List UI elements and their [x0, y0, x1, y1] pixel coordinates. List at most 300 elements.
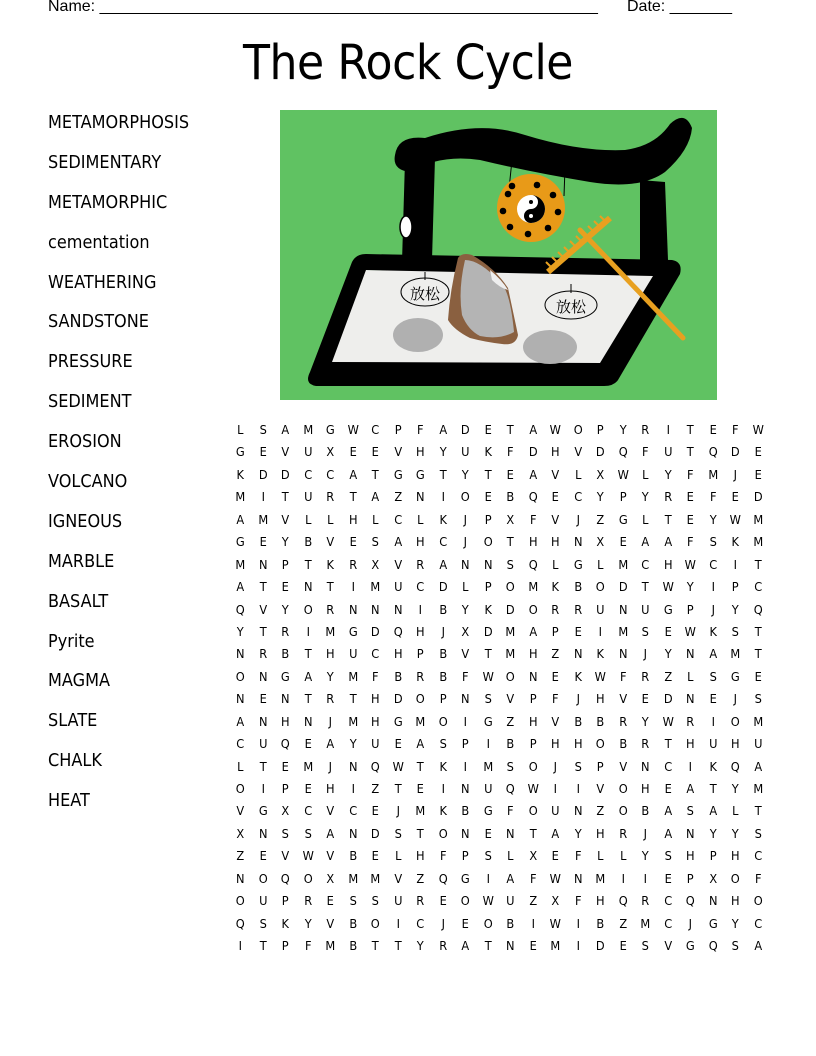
grid-cell[interactable]: E — [371, 445, 379, 460]
grid-cell[interactable]: U — [258, 894, 267, 909]
grid-cell[interactable]: G — [393, 714, 403, 729]
grid-cell[interactable]: C — [754, 849, 763, 864]
grid-cell[interactable]: M — [325, 939, 336, 954]
grid-cell[interactable]: R — [641, 423, 650, 437]
grid-cell[interactable]: K — [439, 512, 447, 527]
grid-cell[interactable]: E — [709, 423, 717, 437]
grid-cell[interactable]: E — [664, 871, 672, 886]
grid-cell[interactable]: K — [709, 624, 717, 639]
grid-cell[interactable]: X — [551, 894, 560, 909]
grid-cell[interactable]: O — [753, 894, 763, 909]
grid-cell[interactable]: W — [594, 669, 607, 684]
grid-cell[interactable]: T — [506, 535, 514, 550]
grid-cell[interactable]: L — [327, 512, 334, 527]
grid-cell[interactable]: K — [326, 557, 335, 572]
grid-cell[interactable]: F — [687, 467, 694, 482]
grid-cell[interactable]: P — [529, 692, 537, 707]
grid-cell[interactable]: B — [348, 849, 357, 864]
grid-cell[interactable]: H — [416, 624, 425, 639]
grid-cell[interactable]: D — [370, 624, 380, 639]
grid-cell[interactable]: I — [463, 759, 468, 774]
grid-cell[interactable]: T — [709, 782, 717, 796]
grid-cell[interactable]: Q — [528, 490, 538, 505]
grid-cell[interactable]: B — [438, 647, 447, 662]
grid-cell[interactable]: P — [597, 423, 604, 437]
grid-cell[interactable]: H — [393, 647, 403, 662]
grid-cell[interactable]: R — [664, 490, 673, 505]
grid-cell[interactable]: A — [326, 826, 335, 841]
grid-cell[interactable]: P — [597, 759, 604, 774]
grid-cell[interactable]: G — [235, 445, 245, 460]
grid-cell[interactable]: S — [731, 939, 740, 954]
grid-cell[interactable]: B — [281, 647, 290, 662]
grid-cell[interactable]: Y — [597, 490, 604, 505]
grid-cell[interactable]: B — [303, 535, 312, 550]
grid-cell[interactable]: R — [686, 714, 695, 729]
grid-cell[interactable]: V — [281, 512, 290, 527]
grid-cell[interactable]: R — [619, 826, 627, 841]
grid-cell[interactable]: E — [461, 916, 470, 931]
grid-cell[interactable]: N — [371, 602, 380, 617]
grid-cell[interactable]: H — [551, 445, 560, 460]
grid-cell[interactable]: V — [393, 557, 402, 572]
grid-cell[interactable]: R — [641, 894, 650, 909]
grid-cell[interactable]: Z — [596, 804, 605, 819]
grid-cell[interactable]: A — [393, 535, 402, 550]
grid-cell[interactable]: J — [441, 916, 445, 931]
grid-cell[interactable]: D — [596, 445, 605, 460]
grid-cell[interactable]: L — [642, 512, 649, 527]
grid-cell[interactable]: U — [753, 737, 763, 752]
grid-cell[interactable]: A — [438, 557, 447, 572]
grid-cell[interactable]: E — [394, 737, 402, 752]
grid-cell[interactable]: I — [553, 782, 558, 796]
grid-cell[interactable]: S — [574, 759, 582, 774]
grid-cell[interactable]: P — [461, 849, 469, 864]
grid-cell[interactable]: O — [596, 580, 605, 595]
grid-cell[interactable]: A — [664, 804, 672, 819]
grid-cell[interactable]: H — [731, 737, 740, 752]
grid-cell[interactable]: M — [370, 871, 381, 886]
grid-cell[interactable]: P — [709, 849, 717, 864]
grid-cell[interactable]: E — [551, 490, 560, 505]
grid-cell[interactable]: V — [326, 916, 335, 931]
grid-cell[interactable]: U — [393, 894, 403, 909]
grid-cell[interactable]: K — [596, 647, 605, 662]
grid-cell[interactable]: G — [460, 871, 470, 886]
grid-cell[interactable]: A — [303, 669, 312, 684]
grid-cell[interactable]: Z — [664, 669, 672, 684]
grid-cell[interactable]: Z — [529, 894, 537, 909]
grid-cell[interactable]: I — [396, 916, 400, 931]
grid-cell[interactable]: A — [551, 826, 560, 841]
grid-cell[interactable]: Y — [281, 535, 289, 550]
grid-cell[interactable]: T — [259, 580, 267, 595]
grid-cell[interactable]: H — [528, 714, 538, 729]
grid-cell[interactable]: B — [596, 714, 605, 729]
grid-cell[interactable]: R — [326, 490, 335, 505]
grid-cell[interactable]: P — [416, 647, 424, 662]
grid-cell[interactable]: N — [258, 557, 268, 572]
grid-cell[interactable]: X — [236, 826, 245, 841]
grid-cell[interactable]: M — [618, 557, 628, 572]
grid-cell[interactable]: O — [618, 804, 628, 819]
grid-cell[interactable]: Y — [687, 580, 695, 595]
grid-cell[interactable]: N — [506, 939, 515, 954]
grid-cell[interactable]: Y — [664, 467, 672, 482]
grid-cell[interactable]: C — [371, 647, 380, 662]
grid-cell[interactable]: A — [236, 580, 245, 595]
grid-cell[interactable]: O — [483, 916, 493, 931]
grid-cell[interactable]: Y — [732, 916, 740, 931]
grid-cell[interactable]: N — [348, 826, 358, 841]
grid-cell[interactable]: K — [439, 804, 447, 819]
grid-cell[interactable]: S — [709, 669, 717, 684]
grid-cell[interactable]: D — [280, 467, 290, 482]
grid-cell[interactable]: R — [303, 894, 312, 909]
grid-cell[interactable]: L — [687, 669, 694, 684]
grid-cell[interactable]: X — [326, 445, 335, 460]
grid-cell[interactable]: I — [711, 714, 715, 729]
grid-cell[interactable]: F — [439, 849, 447, 864]
grid-cell[interactable]: B — [348, 939, 357, 954]
grid-cell[interactable]: N — [573, 535, 583, 550]
grid-cell[interactable]: S — [394, 826, 402, 841]
grid-cell[interactable]: H — [416, 535, 425, 550]
grid-cell[interactable]: A — [754, 759, 763, 774]
grid-cell[interactable]: P — [394, 423, 402, 437]
grid-cell[interactable]: J — [328, 714, 333, 729]
grid-cell[interactable]: E — [709, 692, 717, 707]
grid-cell[interactable]: P — [529, 737, 537, 752]
grid-cell[interactable]: L — [372, 512, 379, 527]
grid-cell[interactable]: U — [393, 580, 403, 595]
grid-cell[interactable]: S — [484, 849, 492, 864]
grid-cell[interactable]: T — [349, 490, 357, 505]
grid-cell[interactable]: L — [642, 467, 649, 482]
grid-cell[interactable]: Y — [574, 826, 582, 841]
grid-cell[interactable]: O — [731, 714, 741, 729]
grid-cell[interactable]: X — [506, 512, 515, 527]
grid-cell[interactable]: K — [574, 669, 582, 684]
grid-cell[interactable]: T — [687, 423, 695, 437]
grid-cell[interactable]: H — [686, 737, 695, 752]
grid-cell[interactable]: D — [596, 939, 605, 954]
grid-cell[interactable]: B — [348, 916, 357, 931]
grid-cell[interactable]: T — [416, 759, 424, 774]
grid-cell[interactable]: R — [641, 737, 650, 752]
grid-cell[interactable]: C — [574, 490, 582, 505]
grid-cell[interactable]: E — [304, 737, 312, 752]
grid-cell[interactable]: T — [529, 826, 537, 841]
grid-cell[interactable]: U — [641, 602, 650, 617]
grid-cell[interactable]: C — [664, 759, 673, 774]
grid-cell[interactable]: D — [461, 423, 470, 437]
grid-cell[interactable]: W — [684, 557, 697, 572]
grid-cell[interactable]: W — [482, 669, 494, 684]
grid-cell[interactable]: L — [417, 512, 424, 527]
grid-cell[interactable]: H — [371, 714, 380, 729]
grid-cell[interactable]: U — [506, 894, 515, 909]
grid-cell[interactable]: C — [236, 737, 245, 752]
grid-cell[interactable]: F — [507, 445, 514, 460]
grid-cell[interactable]: A — [664, 826, 672, 841]
grid-cell[interactable]: B — [574, 580, 582, 595]
grid-cell[interactable]: D — [663, 692, 673, 707]
grid-cell[interactable]: G — [415, 467, 425, 482]
grid-cell[interactable]: E — [484, 826, 492, 841]
grid-cell[interactable]: C — [438, 535, 447, 550]
grid-cell[interactable]: O — [438, 826, 448, 841]
grid-cell[interactable]: I — [576, 939, 580, 954]
grid-cell[interactable]: Y — [439, 445, 447, 460]
grid-cell[interactable]: S — [641, 624, 650, 639]
grid-cell[interactable]: Z — [506, 714, 515, 729]
grid-cell[interactable]: M — [302, 759, 313, 774]
grid-cell[interactable]: I — [351, 782, 355, 796]
grid-cell[interactable]: H — [641, 782, 650, 796]
grid-cell[interactable]: G — [663, 602, 673, 617]
grid-cell[interactable]: O — [415, 692, 425, 707]
grid-cell[interactable]: E — [326, 894, 334, 909]
grid-cell[interactable]: E — [416, 782, 424, 796]
grid-cell[interactable]: H — [416, 445, 425, 460]
grid-cell[interactable]: I — [261, 782, 265, 796]
grid-cell[interactable]: C — [371, 423, 380, 437]
grid-cell[interactable]: A — [236, 714, 245, 729]
grid-cell[interactable]: K — [484, 602, 492, 617]
grid-cell[interactable]: P — [484, 512, 492, 527]
grid-cell[interactable]: M — [370, 580, 381, 595]
grid-cell[interactable]: V — [281, 445, 290, 460]
grid-cell[interactable]: P — [281, 782, 289, 796]
grid-cell[interactable]: L — [507, 849, 514, 864]
grid-cell[interactable]: H — [596, 826, 605, 841]
grid-cell[interactable]: Y — [664, 647, 672, 662]
grid-cell[interactable]: Q — [393, 624, 403, 639]
grid-cell[interactable]: N — [483, 557, 493, 572]
grid-cell[interactable]: M — [753, 512, 764, 527]
grid-cell[interactable]: F — [529, 512, 537, 527]
grid-cell[interactable]: F — [709, 490, 717, 505]
grid-cell[interactable]: O — [573, 423, 583, 437]
grid-cell[interactable]: E — [641, 692, 650, 707]
grid-cell[interactable]: V — [326, 804, 335, 819]
grid-cell[interactable]: F — [304, 939, 312, 954]
grid-cell[interactable]: T — [304, 692, 312, 707]
grid-cell[interactable]: V — [574, 445, 582, 460]
grid-cell[interactable]: V — [393, 445, 402, 460]
grid-cell[interactable]: Y — [461, 602, 469, 617]
grid-cell[interactable]: G — [325, 423, 335, 437]
grid-cell[interactable]: B — [461, 804, 470, 819]
grid-cell[interactable]: O — [460, 490, 470, 505]
grid-cell[interactable]: K — [439, 759, 447, 774]
grid-cell[interactable]: E — [619, 535, 627, 550]
grid-cell[interactable]: M — [415, 714, 426, 729]
grid-cell[interactable]: G — [348, 624, 358, 639]
grid-cell[interactable]: T — [484, 647, 492, 662]
grid-cell[interactable]: S — [641, 939, 650, 954]
grid-cell[interactable]: A — [641, 535, 650, 550]
grid-cell[interactable]: I — [306, 624, 310, 639]
grid-cell[interactable]: O — [370, 916, 380, 931]
grid-cell[interactable]: B — [393, 669, 402, 684]
grid-cell[interactable]: P — [439, 692, 447, 707]
grid-cell[interactable]: R — [619, 714, 627, 729]
grid-cell[interactable]: D — [393, 692, 403, 707]
grid-cell[interactable]: Q — [438, 871, 448, 886]
grid-cell[interactable]: L — [574, 467, 582, 482]
grid-cell[interactable]: X — [529, 849, 537, 864]
grid-cell[interactable]: E — [371, 849, 379, 864]
grid-cell[interactable]: O — [235, 782, 245, 796]
grid-cell[interactable]: W — [482, 894, 494, 909]
grid-cell[interactable]: S — [754, 826, 762, 841]
grid-cell[interactable]: K — [281, 916, 290, 931]
grid-cell[interactable]: Q — [235, 916, 245, 931]
grid-cell[interactable]: W — [662, 714, 674, 729]
grid-cell[interactable]: O — [438, 714, 448, 729]
grid-cell[interactable]: N — [235, 692, 245, 707]
grid-cell[interactable]: V — [551, 467, 560, 482]
grid-cell[interactable]: E — [281, 759, 289, 774]
grid-cell[interactable]: G — [235, 535, 245, 550]
grid-cell[interactable]: Q — [235, 602, 245, 617]
grid-cell[interactable]: U — [303, 490, 312, 505]
grid-cell[interactable]: S — [371, 894, 379, 909]
grid-cell[interactable]: S — [731, 624, 740, 639]
grid-cell[interactable]: U — [258, 737, 267, 752]
grid-cell[interactable]: W — [617, 467, 629, 482]
grid-cell[interactable]: E — [259, 535, 267, 550]
grid-cell[interactable]: I — [441, 782, 445, 796]
grid-cell[interactable]: L — [304, 512, 311, 527]
grid-cell[interactable]: T — [304, 647, 312, 662]
grid-cell[interactable]: U — [708, 737, 718, 752]
grid-cell[interactable]: M — [505, 624, 516, 639]
grid-cell[interactable]: B — [641, 804, 650, 819]
grid-cell[interactable]: Y — [642, 490, 650, 505]
grid-cell[interactable]: O — [460, 894, 470, 909]
grid-cell[interactable]: I — [733, 557, 738, 572]
grid-cell[interactable]: D — [258, 467, 268, 482]
grid-cell[interactable]: P — [281, 894, 289, 909]
grid-cell[interactable]: D — [618, 580, 628, 595]
grid-cell[interactable]: F — [529, 871, 537, 886]
grid-cell[interactable]: X — [281, 804, 290, 819]
grid-cell[interactable]: F — [687, 535, 694, 550]
grid-cell[interactable]: N — [303, 714, 313, 729]
grid-cell[interactable]: H — [551, 737, 560, 752]
grid-cell[interactable]: B — [506, 737, 515, 752]
grid-cell[interactable]: S — [484, 692, 492, 707]
grid-cell[interactable]: H — [686, 849, 695, 864]
grid-cell[interactable]: A — [506, 871, 515, 886]
grid-cell[interactable]: U — [371, 737, 380, 752]
grid-cell[interactable]: A — [416, 737, 425, 752]
grid-cell[interactable]: X — [709, 871, 717, 886]
grid-cell[interactable]: E — [754, 467, 762, 482]
grid-cell[interactable]: Y — [732, 602, 740, 617]
grid-cell[interactable]: I — [238, 939, 242, 954]
grid-cell[interactable]: A — [371, 490, 380, 505]
grid-cell[interactable]: Z — [416, 871, 425, 886]
grid-cell[interactable]: A — [709, 647, 717, 662]
grid-cell[interactable]: S — [506, 557, 515, 572]
grid-cell[interactable]: F — [619, 669, 627, 684]
grid-cell[interactable]: S — [506, 759, 515, 774]
grid-cell[interactable]: S — [304, 826, 312, 841]
grid-cell[interactable]: O — [483, 535, 493, 550]
grid-cell[interactable]: E — [349, 535, 357, 550]
grid-cell[interactable]: F — [732, 423, 739, 437]
grid-cell[interactable]: X — [371, 557, 380, 572]
grid-cell[interactable]: Q — [528, 557, 538, 572]
grid-cell[interactable]: V — [551, 512, 560, 527]
grid-cell[interactable]: V — [596, 782, 605, 796]
grid-cell[interactable]: M — [753, 535, 764, 550]
grid-cell[interactable]: Z — [596, 512, 605, 527]
grid-cell[interactable]: L — [597, 557, 604, 572]
grid-cell[interactable]: L — [462, 580, 469, 595]
grid-cell[interactable]: W — [527, 782, 539, 796]
grid-cell[interactable]: S — [664, 849, 672, 864]
grid-cell[interactable]: Y — [642, 714, 650, 729]
grid-cell[interactable]: J — [441, 624, 445, 639]
grid-cell[interactable]: A — [664, 535, 672, 550]
grid-cell[interactable]: V — [461, 647, 470, 662]
grid-cell[interactable]: R — [281, 624, 290, 639]
grid-cell[interactable]: G — [280, 669, 290, 684]
grid-cell[interactable]: M — [640, 916, 651, 931]
grid-cell[interactable]: C — [754, 916, 763, 931]
grid-cell[interactable]: F — [754, 871, 762, 886]
grid-cell[interactable]: B — [506, 916, 515, 931]
grid-cell[interactable]: N — [235, 871, 245, 886]
grid-cell[interactable]: M — [347, 871, 358, 886]
grid-cell[interactable]: W — [549, 916, 562, 931]
grid-cell[interactable]: H — [663, 557, 673, 572]
grid-cell[interactable]: U — [483, 782, 493, 796]
grid-cell[interactable]: H — [528, 535, 538, 550]
grid-cell[interactable]: K — [731, 535, 740, 550]
grid-cell[interactable]: C — [641, 557, 650, 572]
grid-cell[interactable]: K — [551, 580, 560, 595]
grid-cell[interactable]: C — [303, 804, 312, 819]
grid-cell[interactable]: O — [618, 782, 628, 796]
grid-cell[interactable]: I — [351, 580, 355, 595]
grid-cell[interactable]: C — [303, 467, 312, 482]
grid-cell[interactable]: O — [303, 871, 313, 886]
grid-cell[interactable]: Q — [505, 782, 515, 796]
grid-cell[interactable]: E — [371, 804, 379, 819]
grid-cell[interactable]: V — [393, 871, 402, 886]
grid-cell[interactable]: R — [326, 692, 335, 707]
grid-cell[interactable]: A — [686, 782, 695, 796]
grid-cell[interactable]: M — [347, 714, 358, 729]
grid-cell[interactable]: N — [416, 490, 425, 505]
grid-cell[interactable]: W — [347, 423, 359, 437]
grid-cell[interactable]: F — [574, 849, 582, 864]
grid-cell[interactable]: C — [664, 894, 673, 909]
grid-cell[interactable]: R — [416, 557, 425, 572]
grid-cell[interactable]: F — [507, 804, 514, 819]
grid-cell[interactable]: N — [235, 647, 245, 662]
grid-cell[interactable]: D — [506, 602, 515, 617]
grid-cell[interactable]: F — [462, 669, 469, 684]
grid-cell[interactable]: N — [573, 804, 583, 819]
